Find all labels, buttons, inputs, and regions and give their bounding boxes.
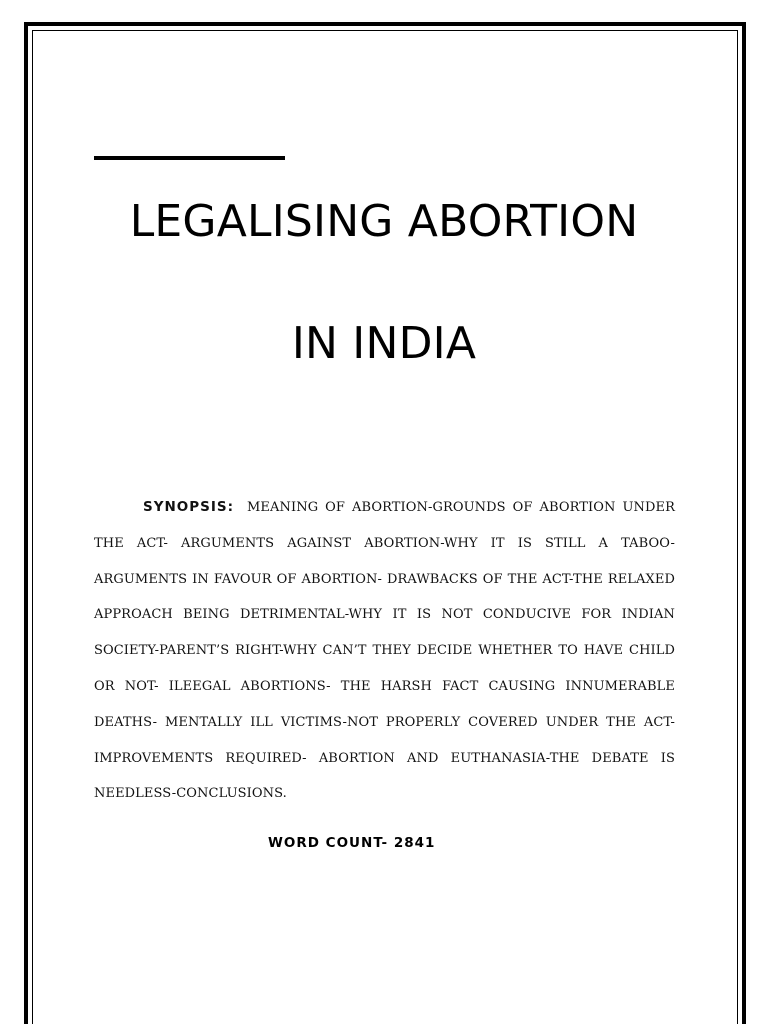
word-count: WORD COUNT- 2841	[268, 835, 436, 851]
title-rule	[94, 156, 285, 160]
synopsis-label: SYNOPSIS:	[143, 499, 235, 515]
title-line-2: IN INDIA	[291, 318, 477, 369]
synopsis-text: MEANING OF ABORTION-GROUNDS OF ABORTION UNDER THE ACT- ARGUMENTS AGAINST ABORTION-WHY IT IS STILL A TABOO-ARGUMENTS IN FAVOUR OF ABORTION- DRAWBACKS OF THE ACT-THE RELAXED APPROACH BEING DETRIMENTAL-WHY IT IS NOT CONDUCIVE FOR INDIAN SOCIETY-PARENT’S RIGHT-WHY CAN’T THEY DECIDE WHETHER TO HAVE CHILD OR NOT- ILEEGAL ABORTIONS- THE HARSH FACT CAUSING INNUMERABLE DEATHS- MENTALLY ILL VICTIMS-NOT PROPERLY COVERED UNDER THE ACT-IMPROVEMENTS REQUIRED- ABORTION AND EUTHANASIA-THE DEBATE IS NEEDLESS-CONCLUSIONS.	[94, 500, 676, 802]
synopsis-paragraph	[94, 490, 675, 812]
title-line-1: LEGALISING ABORTION	[129, 196, 639, 247]
